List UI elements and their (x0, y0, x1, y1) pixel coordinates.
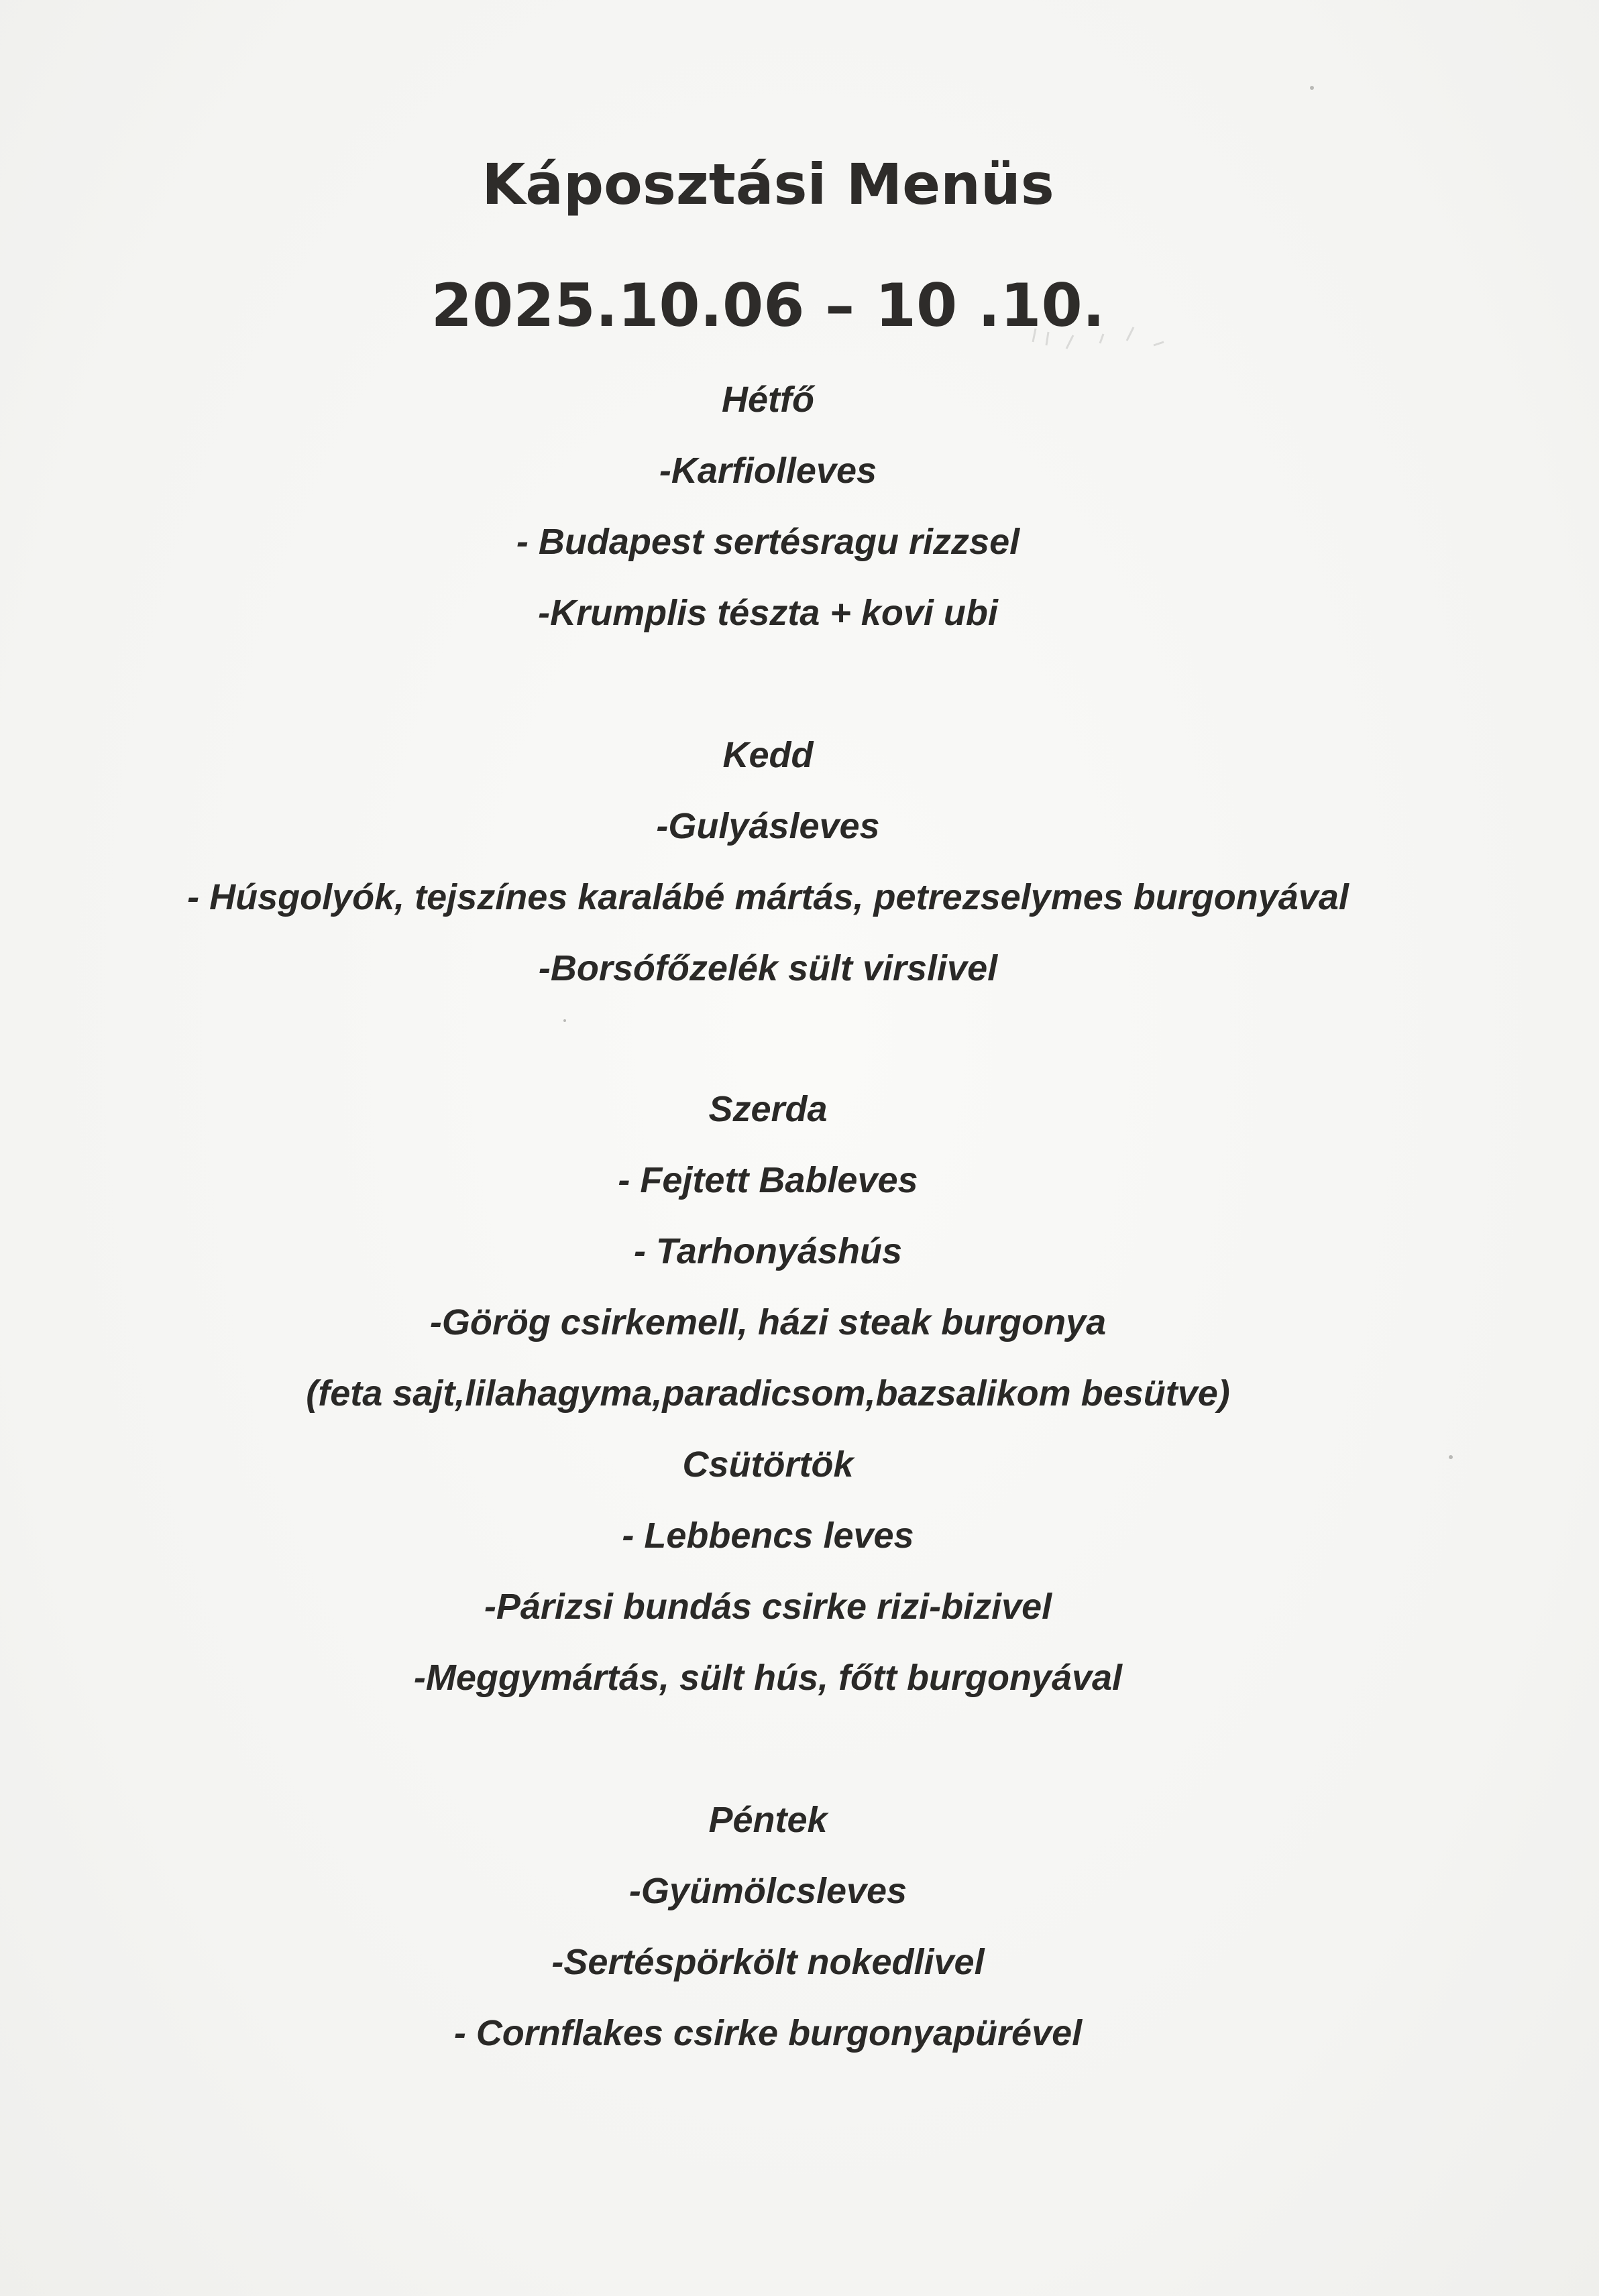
menu-date-range: 2025.10.06 – 10 .10. (431, 271, 1105, 340)
day-heading-friday: Péntek (708, 1800, 828, 1840)
menu-item: - Lebbencs leves (622, 1515, 914, 1556)
scan-speck (1449, 1455, 1453, 1459)
menu-item-note: (feta sajt,lilahagyma,paradicsom,bazsalikom besütve) (306, 1373, 1230, 1414)
menu-item: -Krumplis tészta + kovi ubi (538, 593, 998, 633)
menu-item: -Gulyásleves (656, 806, 880, 846)
scan-speck (563, 1019, 566, 1022)
scan-smudge (1026, 315, 1174, 355)
day-heading-monday: Hétfő (722, 380, 814, 420)
menu-item: - Cornflakes csirke burgonyapürével (453, 2013, 1083, 2053)
menu-item: - Húsgolyók, tejszínes karalábé mártás, petrezselymes burgonyával (187, 877, 1349, 917)
menu-item: -Borsófőzelék sült virslivel (538, 948, 998, 988)
menu-item: - Budapest sertésragu rizzsel (516, 522, 1020, 562)
day-heading-wednesday: Szerda (708, 1089, 828, 1129)
day-heading-tuesday: Kedd (722, 735, 814, 775)
menu-item: -Karfiolleves (659, 451, 877, 491)
menu-item: -Sertéspörkölt nokedlivel (551, 1942, 985, 1982)
menu-item: -Görög csirkemell, házi steak burgonya (429, 1302, 1107, 1342)
menu-item: -Meggymártás, sült hús, főtt burgonyával (413, 1658, 1123, 1698)
menu-item: - Fejtett Bableves (618, 1160, 918, 1200)
menu-item: - Tarhonyáshús (633, 1231, 903, 1271)
scan-speck (1310, 86, 1314, 90)
menu-title: Káposztási Menüs (482, 152, 1054, 217)
menu-item: -Párizsi bundás csirke rizi-bizivel (484, 1587, 1052, 1627)
menu-item: -Gyümölcsleves (628, 1871, 907, 1911)
day-heading-thursday: Csütörtök (682, 1444, 854, 1485)
